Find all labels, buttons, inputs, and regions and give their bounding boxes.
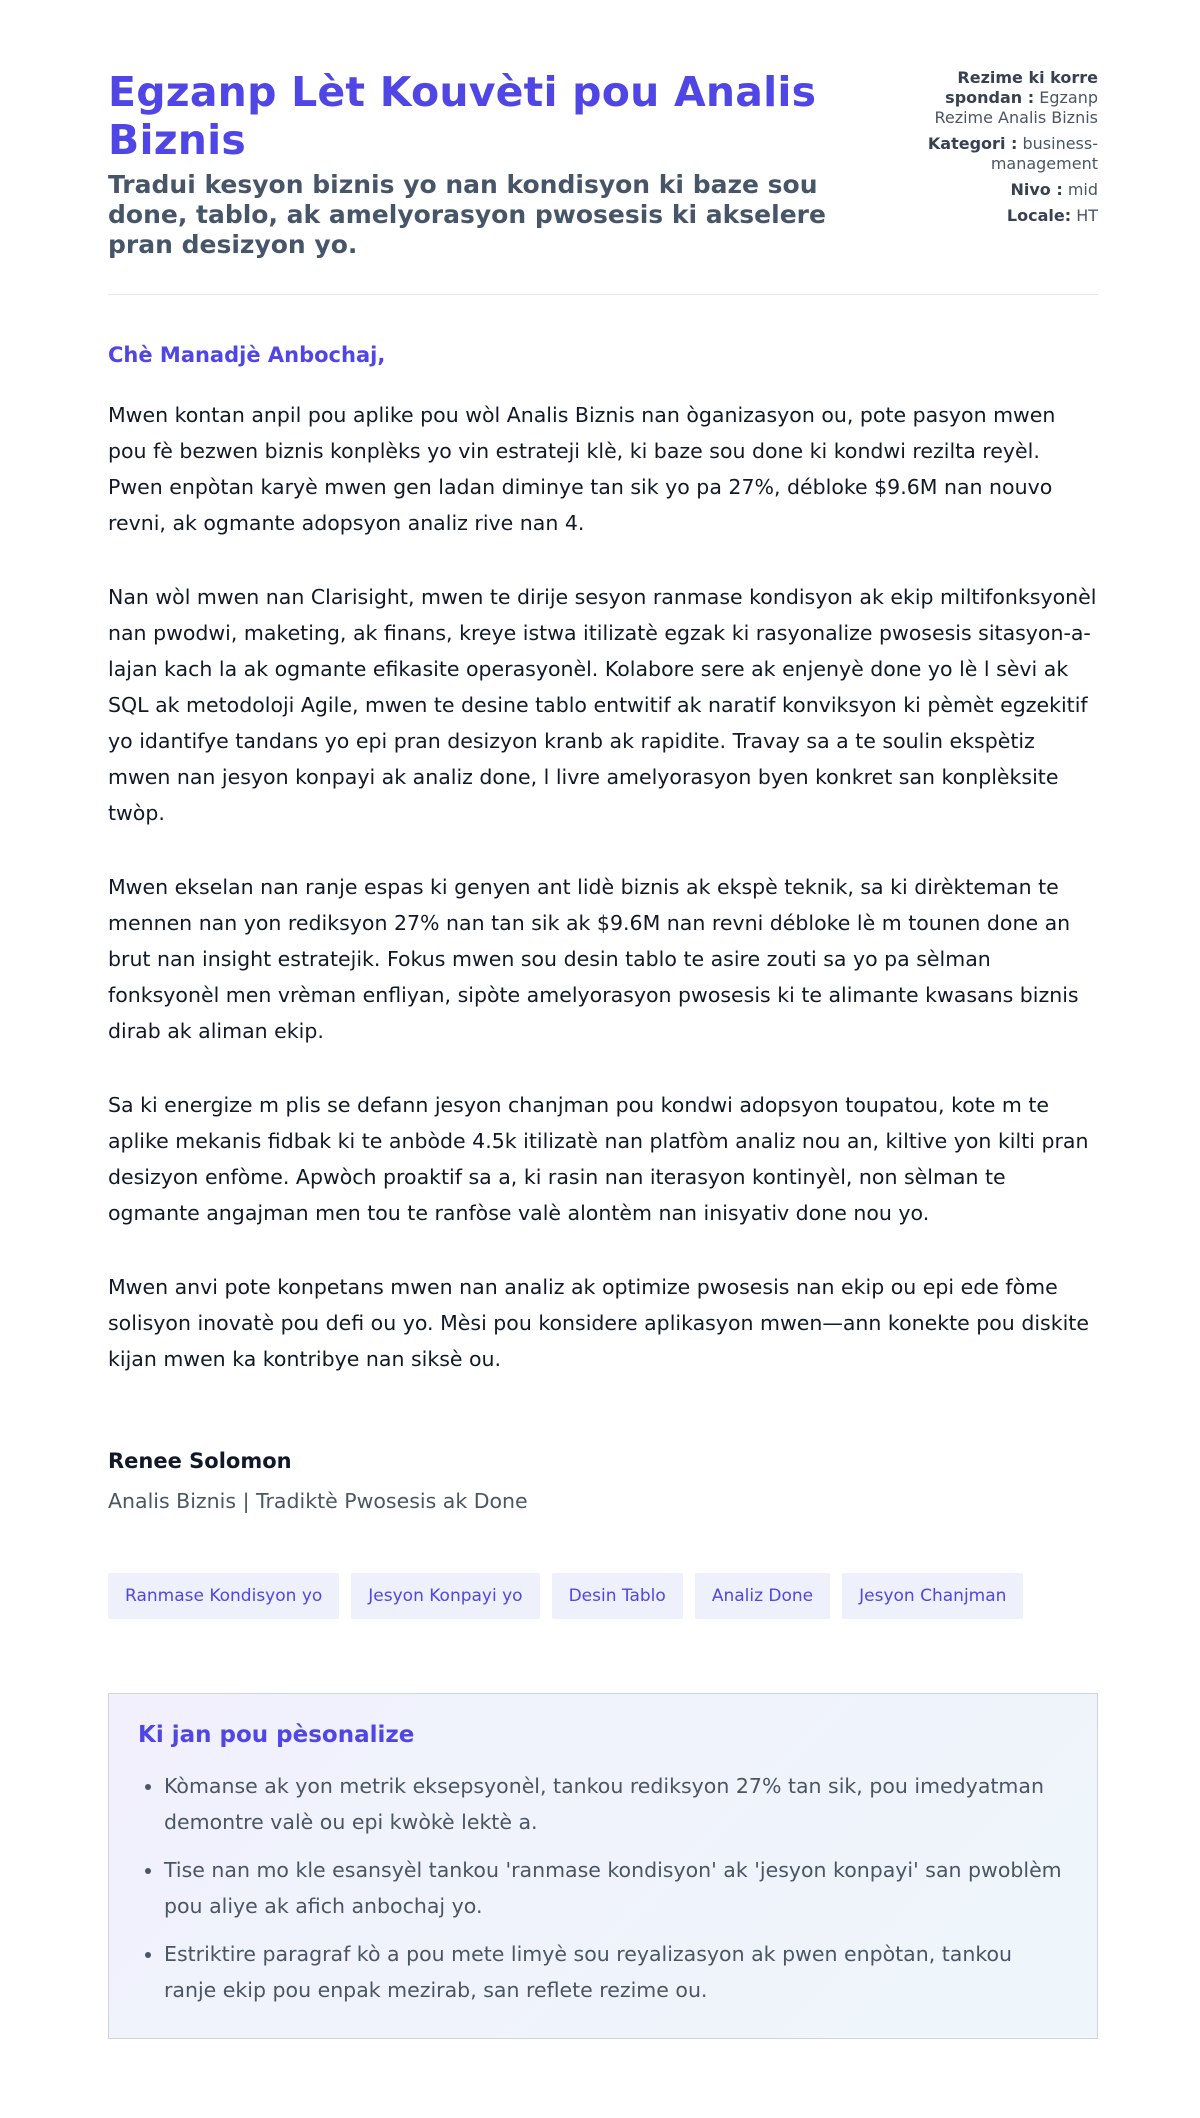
meta-resume: [898, 68, 1098, 128]
letter-paragraph: Mwen anvi pote konpetans mwen nan analiz ak optimize pwosesis nan ekip ou epi ede fòme solisyon inovatè pou defi ou yo. Mèsi pou konsidere aplikasyon mwen—ann konekte pou diskite kijan mwen ka kontribye nan siksè ou.: [108, 1275, 1089, 1371]
title-block: [108, 68, 868, 260]
skill-tags: [108, 1573, 1098, 1619]
letter-greeting: Chè Manadjè Anbochaj,: [108, 343, 386, 367]
signature-title: Analis Biznis | Tradiktè Pwosesis ak Done: [108, 1489, 528, 1513]
letter-paragraph: Nan wòl mwen nan Clarisight, mwen te dirije sesyon ranmase kondisyon ak ekip miltifonksyonèl nan pwodwi, maketing, ak finans, kreye istwa itilizatè egzak ki rasyonalize pwosesis sitasyon-a-lajan kach la ak ogmante efikasite operasyonèl. Kolabore sere ak enjenyè done yo lè l sèvi ak SQL ak metodoloji Agile, mwen te desine tablo entwitif ak naratif konviksyon ki pèmèt egzekitif yo idantifye tandans yo epi pran desizyon kranb ak rapidite. Travay sa a te soulin ekspètiz mwen nan jesyon konpayi ak analiz done, l livre amelyorasyon byen konkret san konplèksite twòp.: [108, 585, 1097, 825]
tip-item: • Kòmanse ak yon metrik eksepsyonèl, tankou rediksyon 27% tan sik, pou imedyatman demontre valè ou epi kwòkè lektè a.: [164, 1768, 1068, 1840]
tips-list: [138, 1768, 1068, 2008]
meta-locale: [898, 206, 1098, 226]
meta-locale-value: HT: [1076, 206, 1098, 225]
meta-panel: [898, 68, 1098, 232]
customization-tips-box: [108, 1693, 1098, 2039]
cover-letter-page: [108, 68, 1098, 2039]
tip-item: • Tise nan mo kle esansyèl tankou 'ranmase kondisyon' ak 'jesyon konpayi' san pwoblèm pou aliye ak afich anbochaj yo.: [164, 1852, 1068, 1924]
meta-category: [898, 134, 1098, 174]
meta-resume-key: Rezime ki korre spondan :: [945, 68, 1098, 107]
meta-level-value: mid: [1067, 180, 1098, 199]
meta-locale-key: Locale:: [1006, 206, 1072, 225]
letter-body: [108, 397, 1098, 1377]
skill-tag: Desin Tablo: [552, 1573, 683, 1619]
tips-title: Ki jan pou pèsonalize: [138, 1722, 415, 1748]
letter-paragraph: Mwen kontan anpil pou aplike pou wòl Analis Biznis nan òganizasyon ou, pote pasyon mwen pou fè bezwen biznis konplèks yo vin estrateji klè, ki baze sou done ki kondwi rezilta reyèl. Pwen enpòtan karyè mwen gen ladan diminye tan sik yo pa 27%, débloke $9.6M nan nouvo revni, ak ogmante adopsyon analiz rive nan 4.: [108, 403, 1056, 535]
meta-level: [898, 180, 1098, 200]
skill-tag: Ranmase Kondisyon yo: [108, 1573, 339, 1619]
page-subtitle: Tradui kesyon biznis yo nan kondisyon ki baze sou done, tablo, ak amelyorasyon pwosesis ki akselere pran desizyon yo.: [108, 170, 826, 259]
skill-tag: Jesyon Konpayi yo: [351, 1573, 539, 1619]
tip-item: • Estriktire paragraf kò a pou mete limyè sou reyalizasyon ak pwen enpòtan, tankou ranje ekip pou enpak mezirab, san reflete rezime ou.: [164, 1936, 1068, 2008]
meta-category-value: business-management: [990, 134, 1098, 173]
letter-paragraph: Sa ki energize m plis se defann jesyon chanjman pou kondwi adopsyon toupatou, kote m te aplike mekanis fidbak ki te anbòde 4.5k itilizatè nan platfòm analiz nou an, kiltive yon kilti pran desizyon enfòme. Apwòch proaktif sa a, ki rasin nan iterasyon kontinyèl, non sèlman te ogmante angajman men tou te ranfòse valè alontèm nan inisyativ done nou yo.: [108, 1093, 1089, 1225]
skill-tag: Jesyon Chanjman: [842, 1573, 1023, 1619]
meta-level-key: Nivo :: [1010, 180, 1063, 199]
letter-paragraph: Mwen ekselan nan ranje espas ki genyen ant lidè biznis ak ekspè teknik, sa ki dirèkteman te mennen nan yon rediksyon 27% nan tan sik ak $9.6M nan revni débloke lè m tounen done an brut nan insight estratejik. Fokus mwen sou desin tablo te asire zouti sa yo pa sèlman fonksyonèl men vrèman enfliyan, sipòte amelyorasyon pwosesis ki te alimante kwasans biznis dirab ak aliman ekip.: [108, 875, 1079, 1043]
skill-tag: Analiz Done: [695, 1573, 830, 1619]
page-title: Egzanp Lèt Kouvèti pou Analis Biznis: [108, 68, 817, 164]
signature-block: [108, 1447, 1098, 1515]
signature-name: Renee Solomon: [108, 1449, 292, 1473]
meta-resume-value: Egzanp Rezime Analis Biznis: [934, 88, 1098, 127]
page-header: [108, 68, 1098, 295]
meta-category-key: Kategori :: [927, 134, 1018, 153]
